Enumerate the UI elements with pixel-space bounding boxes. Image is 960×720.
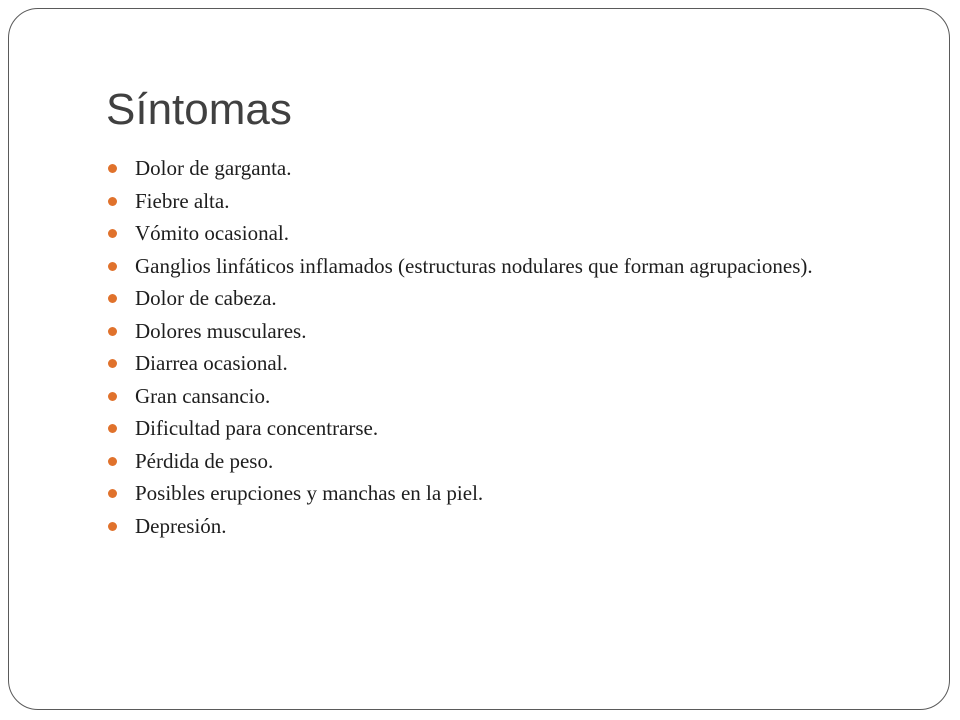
bullet-item xyxy=(106,254,846,279)
bullet-dot-icon xyxy=(108,262,117,271)
bullet-item xyxy=(106,319,846,344)
bullet-dot-icon xyxy=(108,489,117,498)
bullet-item xyxy=(106,449,846,474)
bullet-item xyxy=(106,384,846,409)
bullet-text: Dolor de cabeza. xyxy=(135,286,277,310)
bullet-item xyxy=(106,351,846,376)
bullet-dot-icon xyxy=(108,294,117,303)
bullet-dot-icon xyxy=(108,359,117,368)
bullet-text: Depresión. xyxy=(135,513,227,538)
bullet-text: Dificultad para concentrarse. xyxy=(135,416,379,440)
bullet-text: Vómito ocasional. xyxy=(135,221,289,245)
bullet-dot-icon xyxy=(108,522,117,531)
bullet-item xyxy=(106,286,846,311)
bullet-item xyxy=(106,189,846,214)
bullet-dot-icon xyxy=(108,457,117,466)
bullet-item xyxy=(106,156,846,181)
bullet-item xyxy=(106,481,846,506)
bullet-text: Dolores musculares. xyxy=(135,318,307,343)
bullet-item xyxy=(106,416,846,441)
slide-title: Síntomas xyxy=(106,85,292,134)
bullet-dot-icon xyxy=(108,164,117,173)
bullet-item xyxy=(106,514,846,539)
bullet-item xyxy=(106,221,846,246)
bullet-text: Fiebre alta. xyxy=(135,188,230,213)
bullet-text: Ganglios linfáticos inflamados (estructuras nodulares que forman agrupaciones). xyxy=(135,253,813,278)
bullet-text: Diarrea ocasional. xyxy=(135,351,288,375)
bullet-dot-icon xyxy=(108,424,117,433)
bullet-dot-icon xyxy=(108,327,117,336)
bullet-text: Dolor de garganta. xyxy=(135,156,292,180)
bullet-dot-icon xyxy=(108,197,117,206)
bullet-text: Gran cansancio. xyxy=(135,383,271,408)
bullet-text: Pérdida de peso. xyxy=(135,448,274,473)
bullet-dot-icon xyxy=(108,229,117,238)
bullet-text: Posibles erupciones y manchas en la piel. xyxy=(135,481,484,505)
bullet-list xyxy=(106,156,846,546)
bullet-dot-icon xyxy=(108,392,117,401)
